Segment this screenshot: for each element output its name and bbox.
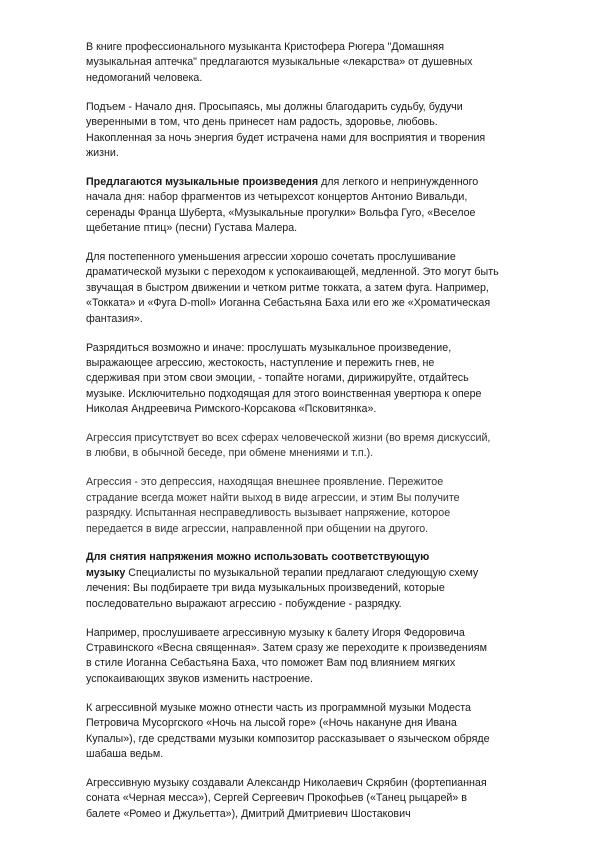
paragraph-10-text: К агрессивной музыке можно отнести часть из программной музыки Модеста Петровича Мусоргского «Ночь на лысой горе» («Ночь накануне дня Ивана Купалы»), где средствами музыки композитор рассказывает о языческом обряде шабаша ведьм. xyxy=(86,701,490,760)
paragraph-10 xyxy=(86,701,526,763)
paragraph-8-bold: Для снятия напряжения можно использовать соответствующую музыку xyxy=(86,551,430,579)
paragraph-11-text: Агрессивную музыку создавали Александр Николаевич Скрябин (фортепианная соната «Черная месса»), Сергей Сергеевич Прокофьев («Танец рыцарей» в балете «Ромео и Джульетта»), Дмитрий Дмитриевич Шостакович xyxy=(86,776,487,820)
paragraph-6-text: Агрессия присутствует во всех сферах человеческой жизни (во время дискуссий, в любви, в обычной беседе, при обмене мнениями и т.п.). xyxy=(86,432,491,460)
paragraph-2-text: Подъем - Начало дня. Просыпаясь, мы должны благодарить судьбу, будучи уверенными в том, что день принесет нам радость, здоровье, любовь. Накопленная за ночь энергия будет истрачена нами для восприятия и творения жизни. xyxy=(86,100,486,159)
paragraph-3 xyxy=(86,175,526,237)
paragraph-5-text: Разрядиться возможно и иначе: прослушать музыкальное произведение, выражающее агрессию, жестокость, наступление и пережить гнев, не сдерживая при этом свои эмоции, - топайте ногами, дирижируйте, отдайтесь музыке. Исключительно подходящая для этого воинственная увертюра к опере Николая Андреевича Римского-Корсакова «Псковитянка». xyxy=(86,341,482,416)
paragraph-11 xyxy=(86,776,526,822)
paragraph-8-text: Специалисты по музыкальной терапии предлагают следующую схему лечения: Вы подбираете три вида музыкальных произведений, которые последовательно выражают агрессию - побуждение - разрядку. xyxy=(86,566,479,610)
paragraph-6 xyxy=(86,431,526,462)
paragraph-7-text: Агрессия - это депрессия, находящая внешнее проявление. Пережитое страдание всегда может найти выход в виде агрессии, и этим Вы получите разрядку. Испытанная несправедливость вызывает напряжение, которое передается в виде агрессии, направленной при общении на другого. xyxy=(86,476,460,535)
paragraph-3-text: для легкого и непринужденного начала дня: набор фрагментов из четырехсот концертов Антонио Вивальди, серенады Франца Шуберта, «Музыкальные прогулки» Вольфа Гуго, «Веселое щебетание птиц» (песни) Густава Малера. xyxy=(86,175,479,235)
paragraph-9-text: Например, прослушиваете агрессивную музыку к балету Игоря Федоровича Стравинского «Весна священная». Затем сразу же переходите к произведениям в стиле Иоганна Себастьяна Баха, что поможет Вам под влиянием мягких успокаивающих звуков изменить настроение. xyxy=(86,626,487,685)
paragraph-9 xyxy=(86,626,526,688)
paragraph-7 xyxy=(86,475,526,537)
document-page xyxy=(86,40,526,836)
paragraph-4 xyxy=(86,250,526,327)
paragraph-1 xyxy=(86,40,526,86)
paragraph-8 xyxy=(86,550,526,612)
paragraph-3-bold: Предлагаются музыкальные произведения xyxy=(86,175,319,188)
paragraph-5 xyxy=(86,341,526,418)
paragraph-1-text: В книге профессионального музыканта Кристофера Рюгера "Домашняя музыкальная аптечка" предлагаются музыкальные «лекарства» от душевных недомоганий человека. xyxy=(86,41,473,84)
paragraph-2 xyxy=(86,100,526,162)
paragraph-4-text: Для постепенного уменьшения агрессии хорошо сочетать прослушивание драматической музыки с переходом к успокаивающей, медленной. Это могут быть звучащая в быстром движении и четком ритме токката, а затем фуга. Например, «Токката» и «Фуга D-moll» Иоганна Себастьяна Баха или его же «Хроматическая фантазия». xyxy=(86,250,499,325)
